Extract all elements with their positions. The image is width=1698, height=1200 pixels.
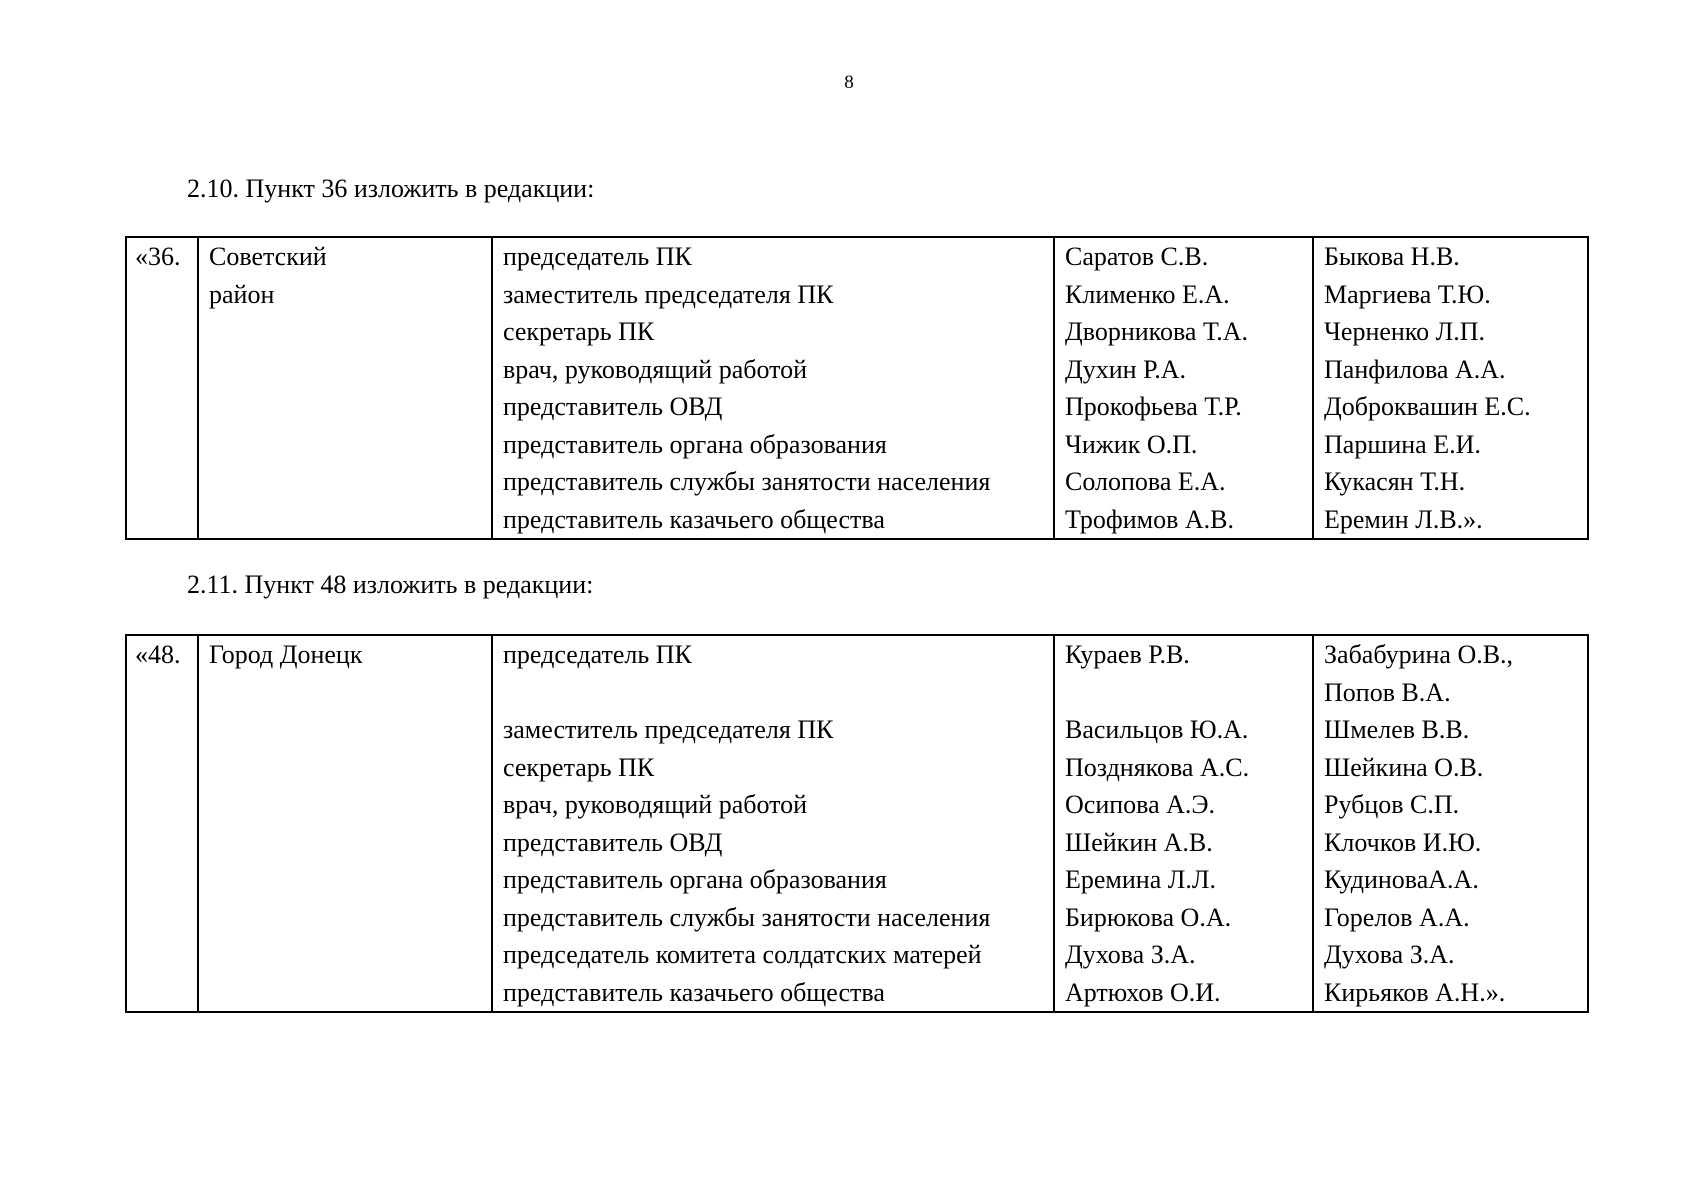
commission-table xyxy=(125,236,1589,540)
reserve-line: Панфилова А.А. xyxy=(1324,354,1506,384)
page-number: 8 xyxy=(844,72,854,93)
member-line: Солопова Е.А. xyxy=(1065,467,1226,496)
positions-cell xyxy=(492,237,1054,539)
member-line: Шейкин А.В. xyxy=(1065,827,1213,857)
member-line: Осипова А.Э. xyxy=(1065,790,1216,819)
member-line: Чижик О.П. xyxy=(1065,429,1198,459)
reserve-line: Паршина Е.И. xyxy=(1324,429,1481,459)
member-line: Кураев Р.В. xyxy=(1065,640,1190,669)
reserve-line: Рубцов С.П. xyxy=(1324,790,1460,819)
position-line: представитель службы занятости населения xyxy=(503,902,991,932)
position-line: заместитель председателя ПК xyxy=(503,279,834,309)
position-line: заместитель председателя ПК xyxy=(503,715,834,744)
table-row xyxy=(126,635,1588,1012)
position-line: представитель ОВД xyxy=(503,827,723,857)
member-line: Духова З.А. xyxy=(1065,940,1196,969)
commission-table xyxy=(125,634,1589,1013)
member-line: Позднякова А.С. xyxy=(1065,752,1250,782)
position-line: секретарь ПК xyxy=(503,317,655,346)
position-line: врач, руководящий работой xyxy=(503,790,808,819)
position-line: представитель казачьего общества xyxy=(503,504,885,534)
member-line: Духин Р.А. xyxy=(1065,354,1187,384)
area-line: район xyxy=(209,279,275,309)
position-line: представитель ОВД xyxy=(503,392,723,421)
position-line: представитель органа образования xyxy=(503,429,887,459)
reserve-line: Быкова Н.В. xyxy=(1324,242,1460,271)
member-line: Саратов С.В. xyxy=(1065,242,1209,271)
reserve-line: Шмелев В.В. xyxy=(1324,715,1470,744)
position-line: председатель ПК xyxy=(503,640,692,669)
reserve-line: Кукасян Т.Н. xyxy=(1324,467,1466,496)
reserve-line: Клочков И.Ю. xyxy=(1324,827,1482,857)
reserve-line: Забабурина О.В., xyxy=(1324,640,1514,669)
positions-cell xyxy=(492,635,1054,1012)
reserve-line: КудиноваА.А. xyxy=(1324,865,1479,894)
member-line: Клименко Е.А. xyxy=(1065,279,1230,309)
reserve-line: Горелов А.А. xyxy=(1324,902,1470,932)
position-line: председатель ПК xyxy=(503,242,692,271)
section-heading: 2.10. Пункт 36 изложить в редакции: xyxy=(187,174,595,203)
position-line: представитель органа образования xyxy=(503,865,887,894)
position-line xyxy=(503,674,1053,712)
member-line: Еремина Л.Л. xyxy=(1065,865,1217,894)
reserves-cell xyxy=(1313,635,1588,1012)
reserve-line: Черненко Л.П. xyxy=(1324,317,1486,346)
section-heading: 2.11. Пункт 48 изложить в редакции: xyxy=(187,570,594,599)
area-line: Советский xyxy=(209,242,327,271)
position-line: представитель службы занятости населения xyxy=(503,467,991,496)
reserve-line: Доброквашин Е.С. xyxy=(1324,392,1531,421)
members-cell xyxy=(1054,237,1313,539)
member-line: Васильцов Ю.А. xyxy=(1065,715,1249,744)
reserve-line: Маргиева Т.Ю. xyxy=(1324,279,1491,309)
member-line xyxy=(1065,674,1312,712)
position-line: врач, руководящий работой xyxy=(503,354,808,384)
position-line: секретарь ПК xyxy=(503,752,655,782)
member-line: Прокофьева Т.Р. xyxy=(1065,392,1242,421)
table-row xyxy=(126,237,1588,539)
reserve-line: Попов В.А. xyxy=(1324,677,1451,707)
members-cell xyxy=(1054,635,1313,1012)
area-line: Город Донецк xyxy=(209,640,363,669)
member-line: Дворникова Т.А. xyxy=(1065,317,1249,346)
area-cell xyxy=(198,635,492,1012)
member-line: Артюхов О.И. xyxy=(1065,977,1221,1007)
reserve-line: Шейкина О.В. xyxy=(1324,752,1484,782)
reserves-cell xyxy=(1313,237,1588,539)
item-number: «36. xyxy=(126,237,198,539)
member-line: Трофимов А.В. xyxy=(1065,504,1234,534)
reserve-line: Кирьяков А.Н.». xyxy=(1324,977,1506,1007)
reserve-line: Духова З.А. xyxy=(1324,940,1455,969)
reserve-line: Еремин Л.В.». xyxy=(1324,504,1483,534)
position-line: представитель казачьего общества xyxy=(503,977,885,1007)
area-cell xyxy=(198,237,492,539)
member-line: Бирюкова О.А. xyxy=(1065,902,1232,932)
position-line: председатель комитета солдатских матерей xyxy=(503,940,982,969)
item-number: «48. xyxy=(126,635,198,1012)
